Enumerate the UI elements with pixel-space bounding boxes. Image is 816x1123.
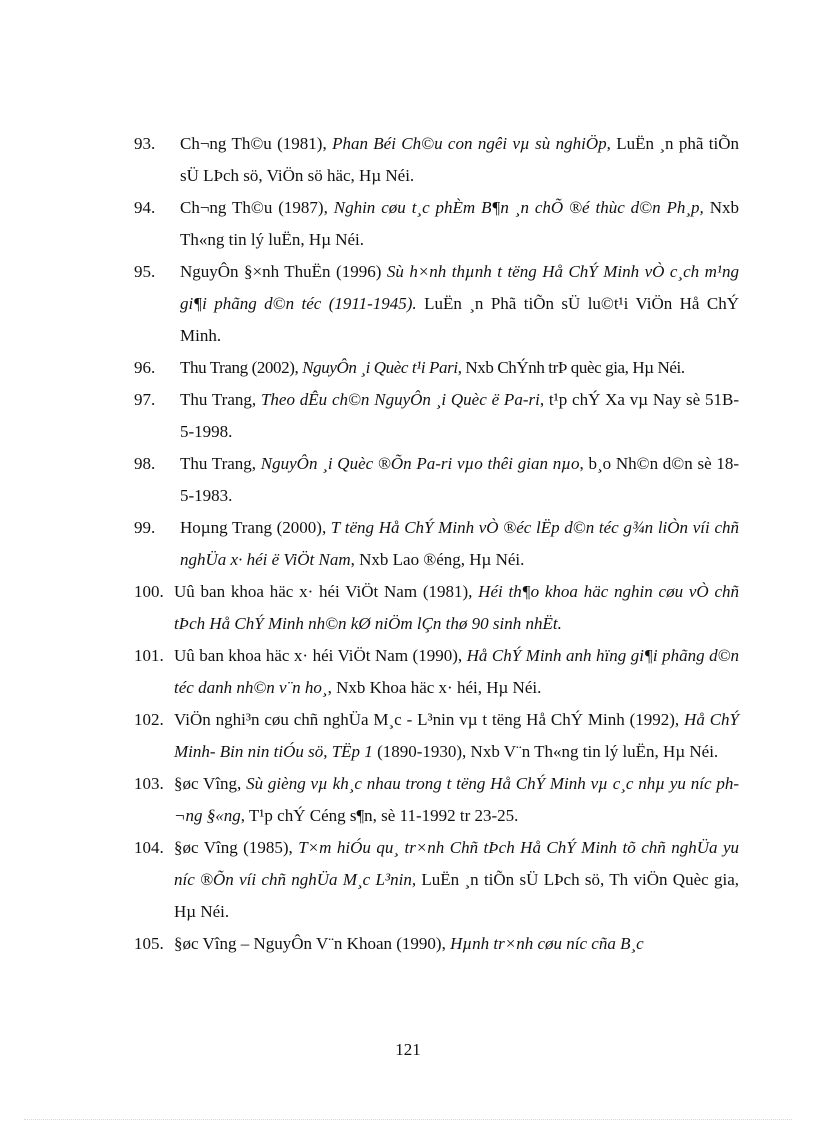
reference-author: ViÖn nghi³n cøu chñ nghÜa M¸c - L³nin vµ t tëng Hå ChÝ Minh (1992), [174, 710, 685, 729]
reference-author: Uû ban khoa häc x· héi ViÖt Nam (1990), [174, 646, 467, 665]
reference-item-105 [134, 928, 739, 960]
reference-item-96 [134, 352, 739, 384]
reference-number: 104. [134, 838, 164, 857]
reference-title: NguyÔn ¸i Quèc t¹i Pari [302, 358, 458, 377]
reference-publisher: , Nxb ChÝnh trÞ quèc gia, Hµ Néi. [457, 358, 685, 377]
reference-title: Sù gièng vµ kh¸c nhau trong t tëng Hå ChÝ Minh vµ c¸c nhµ yu níc ph¬ng §«ng [174, 774, 739, 825]
reference-text [180, 448, 739, 512]
reference-publisher: , Nxb Khoa häc x· héi, Hµ Néi. [327, 678, 542, 697]
reference-title: T tëng Hå ChÝ Minh vÒ ®éc lËp d©n téc g¾n liÒn víi chñ nghÜa x· héi ë ViÖt Nam [180, 518, 739, 569]
reference-text [174, 704, 739, 768]
reference-text [180, 128, 739, 192]
reference-title: , Héi th¶o khoa häc nghin cøu vÒ chñ tÞch Hå ChÝ Minh nh©n kØ niÖm lÇn thø 90 sinh nhËt. [174, 582, 739, 633]
reference-author: Uû ban khoa häc x· héi ViÖt Nam (1981) [174, 582, 469, 601]
reference-publisher: Nxb Th«ng tin lý luËn, Hµ Néi. [180, 198, 740, 249]
reference-title: T×m hiÓu qu¸ tr×nh Chñ tÞch Hå ChÝ Minh tõ chñ nghÜa yu níc ®Õn víi chñ nghÜa M¸c L³nin [174, 838, 740, 889]
reference-text [174, 640, 739, 704]
reference-publisher: , T¹p chÝ Céng s¶n, sè 11-1992 tr 23-25. [240, 806, 519, 825]
reference-title: Theo dÊu ch©n NguyÔn ¸i Quèc ë Pa-ri [260, 390, 540, 409]
reference-publisher: (1890-1930), Nxb V¨n Th«ng tin lý luËn, Hµ Néi. [372, 742, 719, 761]
reference-publisher: , Nxb Lao ®éng, Hµ Néi. [350, 550, 525, 569]
reference-text [180, 256, 739, 352]
reference-publisher: , LuËn ¸n phã tiÕn sÜ LÞch sö, ViÖn sö häc, Hµ Néi. [180, 134, 739, 185]
reference-title: NguyÔn ¸i Quèc ®Õn Pa-ri vµo thêi gian nµo [260, 454, 580, 473]
reference-text [180, 512, 739, 576]
reference-item-97 [134, 384, 739, 448]
reference-title: Sù h×nh thµnh t tëng Hå ChÝ Minh vÒ c¸ch m¹ng gi¶i phãng d©n téc (1911-1945). [180, 262, 739, 313]
reference-item-104 [134, 832, 739, 928]
reference-text [174, 832, 739, 928]
reference-text [180, 192, 739, 256]
reference-title: Hµnh tr×nh cøu níc cña B¸c [450, 934, 644, 953]
reference-author: NguyÔn §×nh ThuËn (1996) [180, 262, 387, 281]
reference-number: 98. [134, 454, 156, 473]
reference-author: §øc Vîng – NguyÔn V¨n Khoan (1990), [174, 934, 451, 953]
reference-number: 99. [134, 518, 156, 537]
reference-item-100 [134, 576, 739, 640]
reference-item-93 [134, 128, 739, 192]
reference-number: 94. [134, 198, 156, 217]
reference-author: Hoµng Trang (2000), [180, 518, 331, 537]
reference-item-95 [134, 256, 739, 352]
reference-title: Hå ChÝ Minh anh hïng gi¶i phãng d©n téc danh nh©n v¨n ho¸ [174, 646, 739, 697]
reference-publisher: LuËn ¸n Phã tiÕn sÜ lu©t¹i ViÖn Hå ChÝ Minh. [180, 294, 739, 345]
reference-item-103 [134, 768, 739, 832]
reference-item-98 [134, 448, 739, 512]
reference-number: 103. [134, 774, 164, 793]
reference-publisher: , t¹p chÝ Xa vµ Nay sè 51B-5-1998. [180, 390, 739, 441]
page-number: 121 [395, 1040, 421, 1059]
page-bottom-divider [24, 1119, 792, 1120]
reference-author: Thu Trang (2002), [180, 358, 303, 377]
reference-author: Thu Trang, [180, 390, 261, 409]
reference-text [180, 384, 739, 448]
reference-text [180, 352, 739, 384]
reference-publisher: , b¸o Nh©n d©n sè 18-5-1983. [180, 454, 740, 505]
reference-author: Ch¬ng Th©u (1981), [180, 134, 333, 153]
reference-author: Thu Trang, [180, 454, 261, 473]
reference-number: 97. [134, 390, 156, 409]
reference-number: 100. [134, 582, 164, 601]
reference-author: §øc Vîng, [174, 774, 247, 793]
reference-number: 101. [134, 646, 164, 665]
reference-title: Nghin cøu t¸c phÈm B¶n ¸n chÕ ®é thùc d©n Ph¸p, [333, 198, 704, 217]
reference-number: 102. [134, 710, 164, 729]
reference-text [174, 576, 739, 640]
reference-author: §øc Vîng (1985), [174, 838, 299, 857]
reference-item-102 [134, 704, 739, 768]
reference-title: Phan Béi Ch©u con ngêi vµ sù nghiÖp [332, 134, 607, 153]
reference-publisher: , LuËn ¸n tiÕn sÜ LÞch sö, Th viÖn Quèc gia, Hµ Néi. [174, 870, 740, 921]
reference-author: Ch¬ng Th©u (1987), [180, 198, 334, 217]
reference-number: 93. [134, 134, 156, 153]
reference-text [174, 928, 739, 960]
reference-number: 96. [134, 358, 156, 377]
reference-list [134, 128, 739, 960]
reference-item-99 [134, 512, 739, 576]
reference-title: Hå ChÝ Minh- Bin nin tiÓu sö, TËp 1 [174, 710, 739, 761]
reference-item-94 [134, 192, 739, 256]
reference-text [174, 768, 739, 832]
reference-item-101 [134, 640, 739, 704]
reference-number: 105. [134, 934, 164, 953]
reference-number: 95. [134, 262, 156, 281]
